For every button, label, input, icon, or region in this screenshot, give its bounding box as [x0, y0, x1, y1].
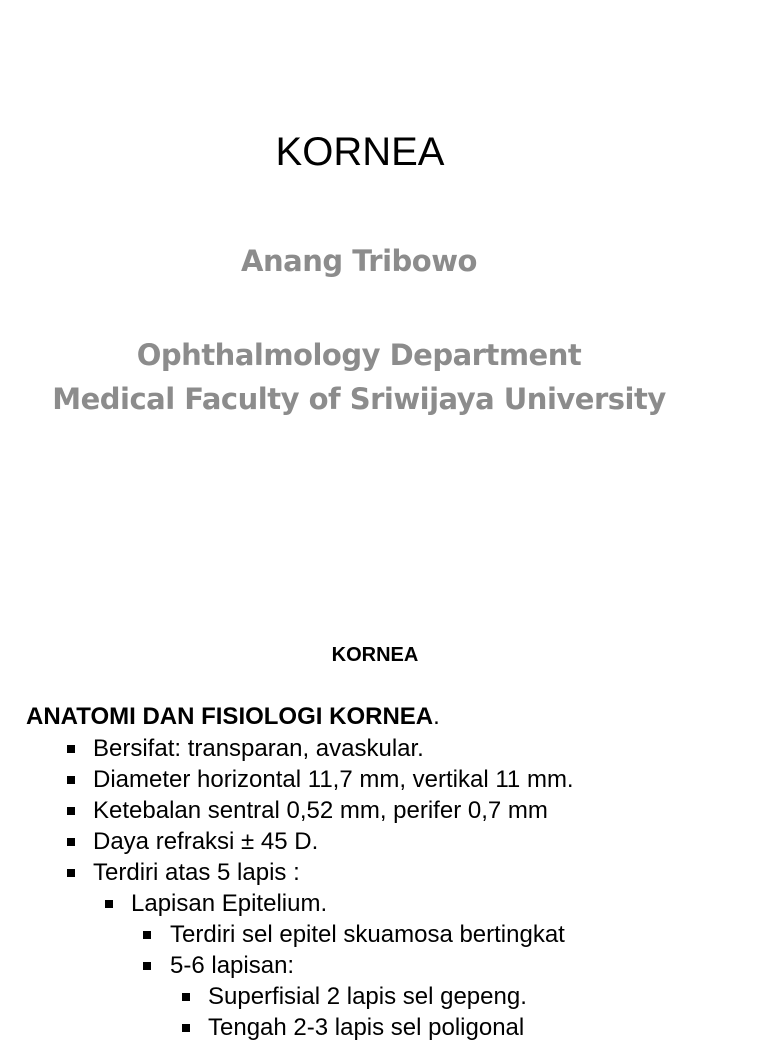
square-bullet-icon: [182, 1024, 190, 1032]
list-item: [0, 919, 768, 950]
square-bullet-icon: [105, 900, 113, 908]
list-item-text: Lapisan Epitelium.: [131, 890, 328, 917]
bullet-list: [0, 733, 768, 1043]
list-item: [0, 857, 768, 888]
slide-title: KORNEA: [275, 130, 445, 174]
square-bullet-icon: [67, 869, 75, 877]
square-bullet-icon: [67, 838, 75, 846]
square-bullet-icon: [143, 962, 151, 970]
section-heading: [26, 702, 440, 732]
list-item: [0, 795, 768, 826]
list-item-text: Superfisial 2 lapis sel gepeng.: [208, 983, 527, 1010]
list-item-text: 5-6 lapisan:: [170, 952, 295, 979]
list-item: [0, 733, 768, 764]
faculty-name: Medical Faculty of Sriwijaya University: [52, 382, 666, 416]
content-slide: [0, 576, 768, 1041]
list-item-text: Terdiri sel epitel skuamosa bertingkat: [170, 921, 565, 948]
list-item-text: Terdiri atas 5 lapis :: [93, 859, 300, 886]
square-bullet-icon: [67, 745, 75, 753]
section-heading-period: .: [433, 703, 440, 730]
list-item-text: Ketebalan sentral 0,52 mm, perifer 0,7 mm: [93, 797, 548, 824]
square-bullet-icon: [182, 993, 190, 1001]
list-item: [0, 1012, 768, 1043]
square-bullet-icon: [67, 776, 75, 784]
square-bullet-icon: [67, 807, 75, 815]
list-item: [0, 981, 768, 1012]
list-item-text: Tengah 2-3 lapis sel poligonal: [208, 1014, 525, 1041]
list-item-text: Bersifat: transparan, avaskular.: [93, 735, 424, 762]
list-item-text: Daya refraksi ± 45 D.: [93, 828, 319, 855]
list-item: [0, 764, 768, 795]
section-heading-text: ANATOMI DAN FISIOLOGI KORNEA: [26, 703, 434, 730]
square-bullet-icon: [143, 931, 151, 939]
list-item-text: Diameter horizontal 11,7 mm, vertikal 11 mm.: [93, 766, 574, 793]
list-item: [0, 950, 768, 981]
list-item: [0, 888, 768, 919]
author-name: Anang Tribowo: [241, 244, 477, 278]
department-name: Ophthalmology Department: [136, 338, 582, 372]
list-item: [0, 826, 768, 857]
content-slide-title: KORNEA: [331, 644, 419, 666]
